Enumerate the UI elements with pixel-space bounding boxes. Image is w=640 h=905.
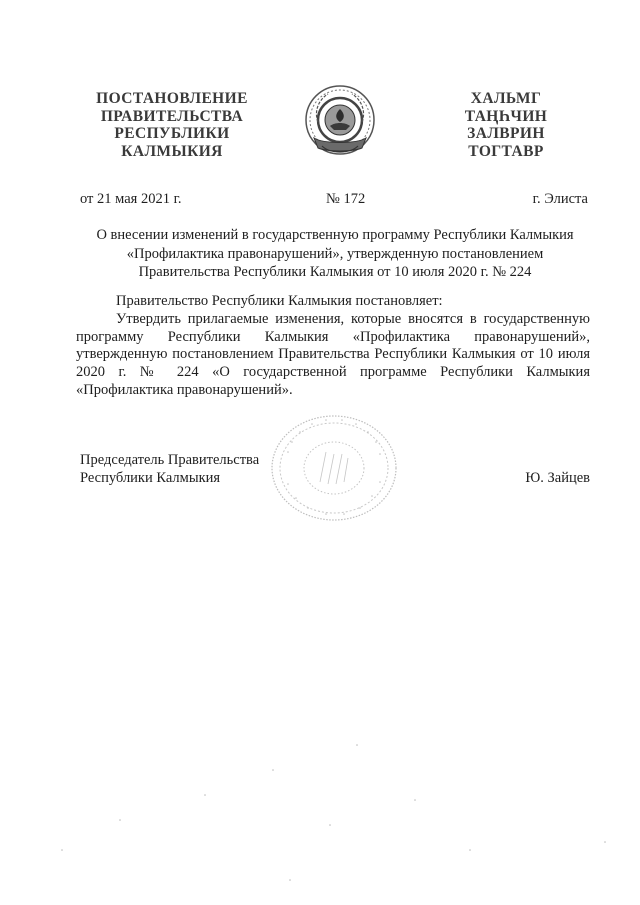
document-number: № 172 xyxy=(326,191,366,207)
document-city: г. Элиста xyxy=(532,191,588,207)
signer-name: Ю. Зайцев xyxy=(525,470,590,486)
subject-line: Правительства Республики Калмыкия от 10 июля 2020 г. № 224 xyxy=(138,264,532,280)
body-main-paragraph: Утвердить прилагаемые изменения, которые вносятся в государственную программу Республики Калмыкия «Профилактика правонарушений», утвержденную постановлением Правительства Республики Калмыкия от 10 июля 2020 г. № 224 «О государственной программе Республики Калмыкия «Профилактика правонарушений». xyxy=(76,310,590,398)
signer-position xyxy=(80,451,259,487)
subject-line: О внесении изменений в государственную программу Республики Калмыкия xyxy=(96,227,574,243)
body-intro: Правительство Республики Калмыкия постановляет: xyxy=(116,293,443,309)
signer-position-line: Председатель Правительства xyxy=(80,452,260,468)
official-stamp-seal xyxy=(268,412,400,524)
header-kalmyk-line: ТОГТАВР xyxy=(468,142,544,160)
coat-of-arms-emblem xyxy=(300,82,380,164)
subject-line: «Профилактика правонарушений», утвержденную постановлением xyxy=(126,245,544,262)
header-kalmyk-line: ЗАЛВРИН xyxy=(467,125,545,142)
signer-position-line: Республики Калмыкия xyxy=(80,470,221,486)
document-date: от 21 мая 2021 г. xyxy=(80,191,182,207)
header-ru-line: ПОСТАНОВЛЕНИЕ xyxy=(96,90,248,107)
header-ru-line: ПРАВИТЕЛЬСТВА xyxy=(100,107,244,125)
header-kalmyk-title xyxy=(450,90,562,160)
header-kalmyk-line: ХАЛЬМГ xyxy=(470,90,542,107)
header-ru-line: КАЛМЫКИЯ xyxy=(121,142,223,160)
document-body xyxy=(76,293,590,400)
header-ru-title xyxy=(92,90,252,160)
document-subject xyxy=(80,226,590,282)
header-kalmyk-line: ТАҢҺЧИН xyxy=(464,107,548,125)
header-ru-line: РЕСПУБЛИКИ xyxy=(114,125,230,142)
